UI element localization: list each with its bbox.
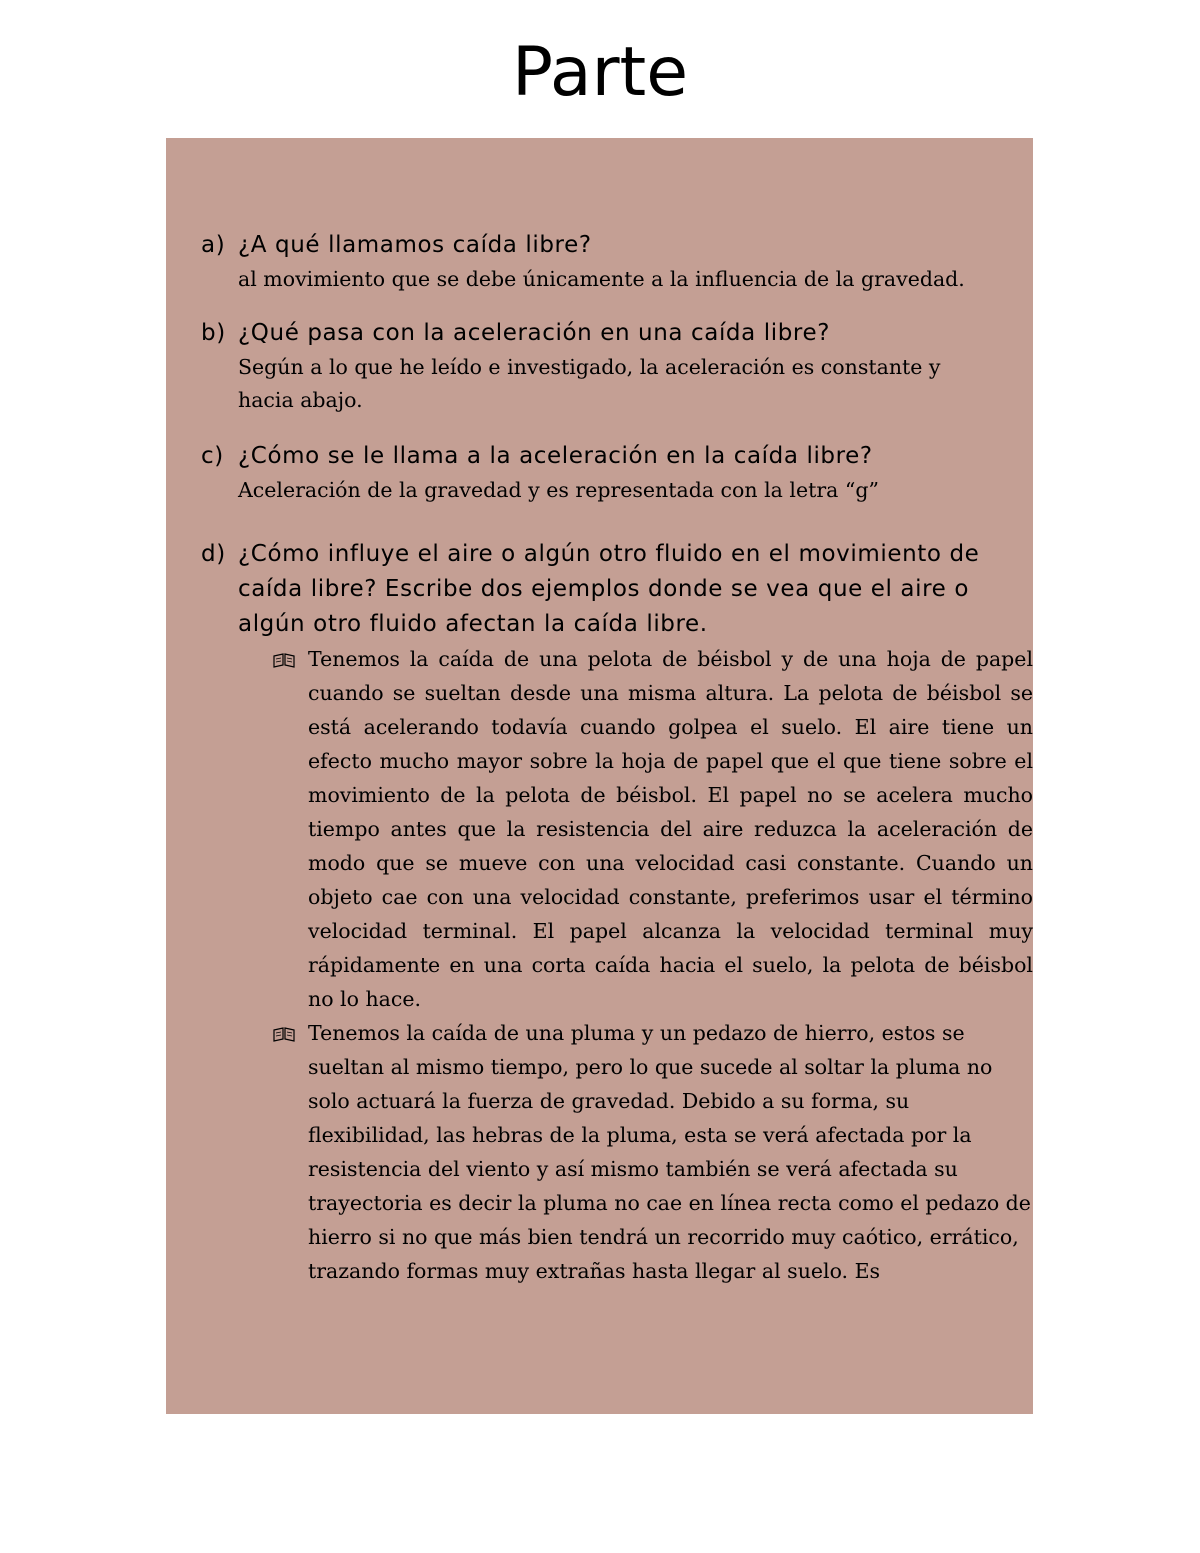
question-text-d: ¿Cómo influye el aire o algún otro fluido en el movimiento de caída libre? Escribe dos ejemplos donde se vea que el aire o algún otro fluido afectan la caída libre. xyxy=(238,541,980,637)
question-text-a: ¿A qué llamamos caída libre? xyxy=(238,232,592,258)
question-block-c xyxy=(166,439,1033,507)
question-b xyxy=(201,316,1003,351)
open-book-icon xyxy=(272,651,296,669)
examples-list xyxy=(238,642,1033,1288)
question-text-c: ¿Cómo se le llama a la aceleración en la caída libre? xyxy=(238,443,873,469)
question-a xyxy=(201,228,1003,263)
question-letter-b: b) xyxy=(201,320,226,346)
question-c xyxy=(201,439,1003,474)
content-panel xyxy=(166,138,1033,1414)
open-book-icon xyxy=(272,1025,296,1043)
question-d xyxy=(201,537,1003,642)
example-item xyxy=(308,1016,1033,1288)
answer-a: al movimiento que se debe únicamente a la influencia de la gravedad. xyxy=(238,267,965,291)
example-text-1: Tenemos la caída de una pelota de béisbol y de una hoja de papel cuando se sueltan desde una misma altura. La pelota de béisbol se está acelerando todavía cuando golpea el suelo. El aire tiene un efecto mucho mayor sobre la hoja de papel que el que tiene sobre el movimiento de la pelota de béisbol. El papel no se acelera mucho tiempo antes que la resistencia del aire reduzca la aceleración de modo que se mueve con una velocidad casi constante. Cuando un objeto cae con una velocidad constante, preferimos usar el término velocidad terminal. El papel alcanza la velocidad terminal muy rápidamente en una corta caída hacia el suelo, la pelota de béisbol no lo hace. xyxy=(308,647,1033,1011)
page-title: Parte xyxy=(511,33,689,112)
question-block-a xyxy=(166,228,1033,296)
answer-b: Según a lo que he leído e investigado, la aceleración es constante y hacia abajo. xyxy=(238,355,941,412)
question-text-b: ¿Qué pasa con la aceleración en una caída libre? xyxy=(238,320,831,346)
question-block-d xyxy=(166,537,1033,1288)
answer-c: Aceleración de la gravedad y es representada con la letra “g” xyxy=(238,478,879,502)
question-letter-c: c) xyxy=(201,443,224,469)
question-letter-a: a) xyxy=(201,232,226,258)
question-block-b xyxy=(166,316,1033,417)
example-text-2: Tenemos la caída de una pluma y un pedazo de hierro, estos se sueltan al mismo tiempo, pero lo que sucede al soltar la pluma no solo actuará la fuerza de gravedad. Debido a su forma, su flexibilidad, las hebras de la pluma, esta se verá afectada por la resistencia del viento y así mismo también se verá afectada su trayectoria es decir la pluma no cae en línea recta como el pedazo de hierro si no que más bien tendrá un recorrido muy caótico, errático, trazando formas muy extrañas hasta llegar al suelo. Es xyxy=(308,1021,1031,1283)
question-letter-d: d) xyxy=(201,541,226,567)
example-item xyxy=(308,642,1033,1016)
